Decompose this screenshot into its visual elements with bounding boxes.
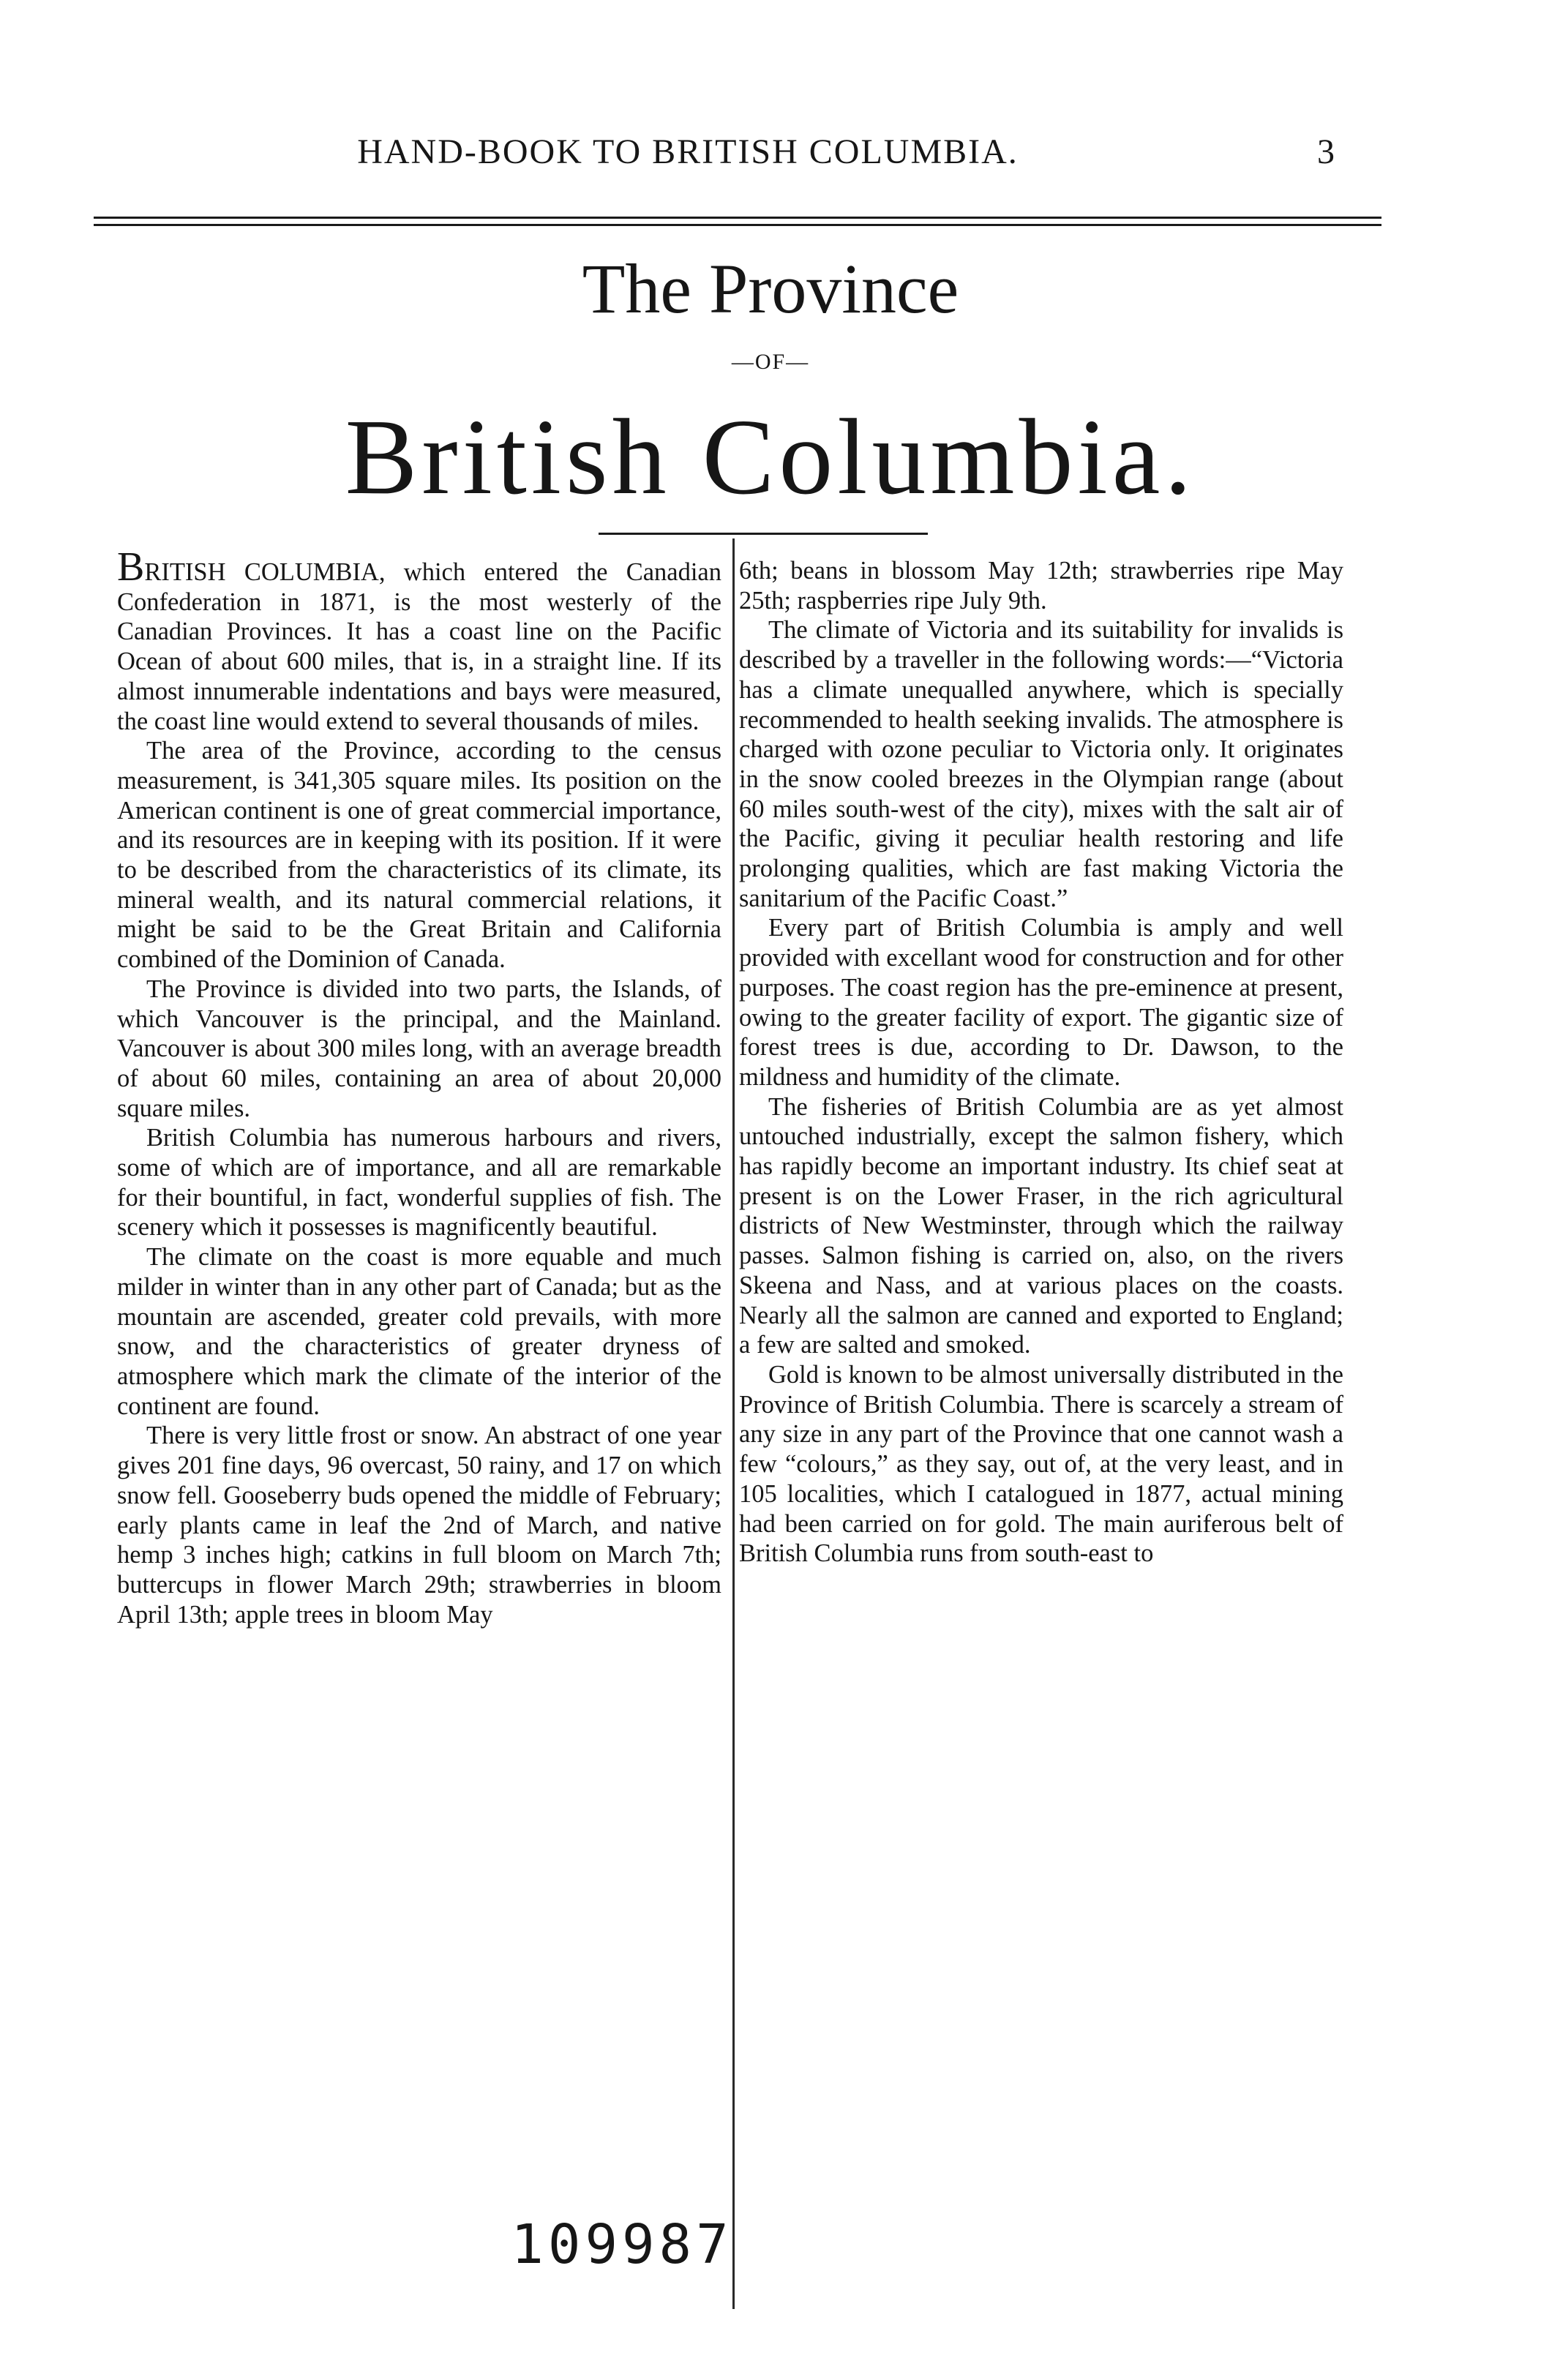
paragraph-8: The climate of Victoria and its suitability for invalids is described by a traveller in the following words:—“Victoria has a climate unequalled anywhere, which is specially recommended to health seeking invalids. The atmosphere is charged with ozone peculiar to Victoria only. It originates in the snow cooled breezes in the Olympian range (about 60 miles south-west of the city), mixes with the salt air of the Pacific, giving it peculiar health restoring and life prolonging qualities, which are fast making Victoria the sanitarium of the Pacific Coast.”: [739, 616, 1343, 912]
title-rule: [599, 533, 928, 535]
right-column: [739, 556, 1343, 1569]
paragraph-4: British Columbia has numerous harbours and rivers, some of which are of importance, and all are remarkable for their bountiful, in fact, wonderful supplies of fish. The scenery which it possesses is magnificently beautiful.: [117, 1124, 721, 1242]
paragraph-1-text: RITISH COLUMBIA, which entered the Canadian Confederation in 1871, is the most westerly of the Canadian Provinces. It has a coast line on the Pacific Ocean of about 600 miles, that is, in a straight line. If its almost innumerable indentations and bays were measured, the coast line would extend to several thousands of miles.: [117, 558, 721, 735]
paragraph-5: The climate on the coast is more equable and much milder in winter than in any other part of Canada; but as the mountain are ascended, greater cold prevails, with more snow, and the characteristics of greater dryness of atmosphere which mark the climate of the interior of the continent are found.: [117, 1243, 721, 1420]
paragraph-1: [117, 544, 721, 736]
paragraph-6: There is very little frost or snow. An abstract of one year gives 201 fine days, 96 overcast, 50 rainy, and 17 on which snow fell. Gooseberry buds opened the middle of February; early plants came in leaf the 2nd of March, and native hemp 3 inches high; catkins in full bloom on March 7th; buttercups in flower March 29th; strawberries in bloom April 13th; apple trees in bloom May: [117, 1422, 721, 1629]
column-divider: [732, 538, 735, 2309]
title-line-2: British Columbia.: [345, 397, 1196, 517]
page-number: 3: [1317, 132, 1335, 171]
paragraph-7: 6th; beans in blossom May 12th; strawberries ripe May 25th; raspberries ripe July 9th.: [739, 557, 1343, 615]
paragraph-9: Every part of British Columbia is amply and well provided with excellant wood for construction and for other purposes. The coast region has the pre-eminence at present, owing to the greater facility of export. The gigantic size of forest trees is due, according to Dr. Dawson, to the mildness and humidity of the climate.: [739, 914, 1343, 1091]
paragraph-3: The Province is divided into two parts, the Islands, of which Vancouver is the principal, and the Mainland. Vancouver is about 300 miles long, with an average breadth of about 60 miles, containing an area of about 20,000 square miles.: [117, 975, 721, 1122]
stamp-number: 109987: [511, 2213, 733, 2276]
header-rule-bottom: [94, 224, 1381, 226]
drop-cap: B: [117, 544, 145, 590]
paragraph-2: The area of the Province, according to the census measurement, is 341,305 square miles. Its position on the American continent is one of great commercial importance, and its resources are in keeping with its position. If it were to be described from the characteristics of its climate, its mineral wealth, and its natural commercial relations, it might be said to be the Great Britain and California combined of the Dominion of Canada.: [117, 737, 721, 974]
title-line-1: The Province: [582, 249, 959, 328]
header-rule-top: [94, 217, 1381, 219]
paragraph-11: Gold is known to be almost universally distributed in the Province of British Columbia. There is scarcely a stream of any size in any part of the Province that one cannot wash a few “colours,” as they say, out of, at the very least, and in 105 localities, which I catalogued in 1877, actual mining had been carried on for gold. The main auriferous belt of British Columbia runs from south-east to: [739, 1360, 1343, 1568]
left-column: [117, 544, 721, 1629]
running-head: HAND-BOOK TO BRITISH COLUMBIA.: [357, 132, 1019, 171]
paragraph-10: The fisheries of British Columbia are as yet almost untouched industrially, except the salmon fishery, which has rapidly become an important industry. Its chief seat at present is on the Lower Fraser, in the rich agricultural districts of New Westminster, through which the railway passes. Salmon fishing is carried on, also, on the rivers Skeena and Nass, and at various places on the coasts. Nearly all the salmon are canned and exported to England; a few are salted and smoked.: [739, 1092, 1343, 1359]
title-of: —OF—: [731, 350, 810, 374]
